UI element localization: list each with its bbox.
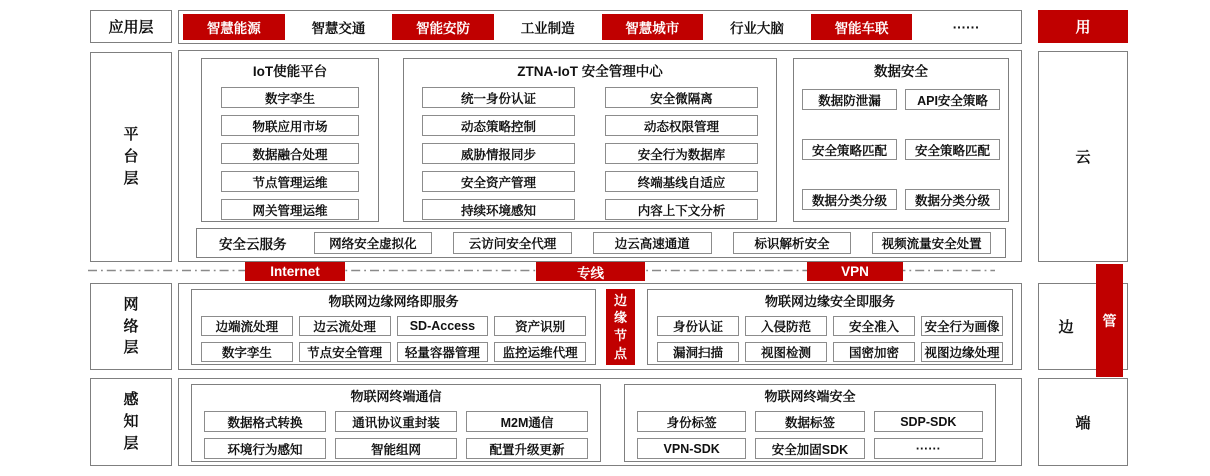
- layer-label-perception: [90, 378, 172, 466]
- edge-network-service-box: [191, 289, 596, 365]
- edge-security-service-box: [647, 289, 1013, 365]
- data-security-items: [794, 89, 1008, 210]
- app-item-smart-city: 智慧城市: [602, 14, 704, 40]
- item-identity-auth: 身份认证: [657, 316, 739, 336]
- app-item-industry-brain: 行业大脑: [729, 21, 784, 36]
- item-digital-twin: 数字孪生: [221, 87, 359, 108]
- layer-label-platform: [90, 52, 172, 262]
- item-terminal-baseline-adaptive: 终端基线自适应: [605, 171, 758, 192]
- item-ellipsis-sdk: ······: [874, 438, 983, 459]
- edge-security-items: [648, 314, 1012, 362]
- item-threat-intel-sync: 威胁情报同步: [422, 143, 575, 164]
- item-sd-access: SD-Access: [397, 316, 489, 336]
- item-continuous-env-awareness: 持续环境感知: [422, 199, 575, 220]
- terminal-security-title: 物联网终端安全: [764, 389, 856, 404]
- item-smart-networking: 智能组网: [335, 438, 457, 459]
- item-asset-identification: 资产识别: [494, 316, 586, 336]
- rail-user-text: 用: [1075, 19, 1091, 36]
- rail-user-badge: [1038, 10, 1128, 43]
- item-edge-cloud-stream-processing: 边云流处理: [299, 316, 391, 336]
- app-item-industrial-manufacturing: 工业制造: [520, 21, 575, 36]
- item-edge-cloud-highspeed-channel: 边云高速通道: [593, 232, 712, 254]
- item-identifier-resolution-security: 标识解析安全: [733, 232, 852, 254]
- item-node-mgmt-ops: 节点管理运维: [221, 171, 359, 192]
- item-security-asset-mgmt: 安全资产管理: [422, 171, 575, 192]
- badge-vpn: VPN: [807, 262, 903, 281]
- application-row: [178, 10, 1022, 44]
- edge-network-service-title: 物联网边缘网络即服务: [328, 294, 459, 309]
- app-item-smart-energy: 智慧能源: [183, 14, 285, 40]
- item-data-tag: 数据标签: [755, 411, 864, 432]
- app-item-smart-security: 智能安防: [392, 14, 494, 40]
- item-sdp-sdk: SDP-SDK: [874, 411, 983, 432]
- iot-enable-platform-box: [201, 58, 379, 222]
- item-content-context-analysis: 内容上下文分析: [605, 199, 758, 220]
- app-item-ellipsis: ······: [952, 19, 980, 35]
- perception-layer-panel: [178, 378, 1022, 466]
- item-data-classification-1: 数据分类分级: [802, 189, 897, 210]
- rail-manage-bar: [1096, 264, 1123, 377]
- item-video-traffic-security: 视频流量安全处置: [872, 232, 991, 254]
- item-unified-identity-auth: 统一身份认证: [422, 87, 575, 108]
- item-api-security-policy: API安全策略: [905, 89, 1000, 110]
- item-cloud-access-security-broker: 云访问安全代理: [453, 232, 572, 254]
- data-security-box: [793, 58, 1009, 222]
- app-item-smart-transport: 智慧交通: [311, 21, 366, 36]
- item-vulnerability-scan: 漏洞扫描: [657, 342, 739, 362]
- item-security-behavior-db: 安全行为数据库: [605, 143, 758, 164]
- item-config-upgrade-update: 配置升级更新: [466, 438, 588, 459]
- item-m2m-communication: M2M通信: [466, 411, 588, 432]
- item-lightweight-container-mgmt: 轻量容器管理: [397, 342, 489, 362]
- item-digital-twin-network: 数字孪生: [201, 342, 293, 362]
- item-network-security-virtualization: 网络安全虚拟化: [314, 232, 433, 254]
- edge-node-badge: [606, 289, 635, 365]
- ztna-title: ZTNA-IoT 安全管理中心: [517, 64, 663, 79]
- item-node-security-mgmt: 节点安全管理: [299, 342, 391, 362]
- item-intrusion-prevention: 入侵防范: [745, 316, 827, 336]
- item-env-behavior-awareness: 环境行为感知: [204, 438, 326, 459]
- item-vpn-sdk: VPN-SDK: [637, 438, 746, 459]
- item-security-admission: 安全准入: [833, 316, 915, 336]
- security-cloud-services-label: 安全云服务: [219, 237, 287, 252]
- layer-label-network-text: 网络层: [123, 295, 139, 357]
- layer-label-perception-text: 感知层: [123, 391, 139, 452]
- network-layer-panel: [178, 283, 1022, 370]
- item-identity-tag: 身份标签: [637, 411, 746, 432]
- security-cloud-services-row: [196, 228, 1006, 258]
- item-security-policy-match-1: 安全策略匹配: [802, 139, 897, 160]
- item-data-leak-prevention: 数据防泄漏: [802, 89, 897, 110]
- terminal-comm-title: 物联网终端通信: [350, 389, 442, 404]
- iot-enable-platform-title: IoT使能平台: [252, 64, 328, 79]
- item-dynamic-policy-control: 动态策略控制: [422, 115, 575, 136]
- item-monitoring-ops-agent: 监控运维代理: [494, 342, 586, 362]
- badge-dedicated-line: 专线: [536, 262, 645, 281]
- edge-network-items: [192, 314, 595, 362]
- item-protocol-reencapsulation: 通讯协议重封装: [335, 411, 457, 432]
- item-security-hardening-sdk: 安全加固SDK: [755, 438, 864, 459]
- layer-label-platform-text: 平台层: [123, 126, 139, 187]
- item-dynamic-permission-mgmt: 动态权限管理: [605, 115, 758, 136]
- rail-terminal-text: 端: [1075, 414, 1091, 432]
- badge-internet: Internet: [245, 262, 345, 281]
- ztna-iot-security-center-box: [403, 58, 777, 222]
- item-data-format-conversion: 数据格式转换: [204, 411, 326, 432]
- edge-node-badge-text: 边缘节点: [613, 292, 627, 361]
- rail-cloud-box: [1038, 51, 1128, 262]
- ztna-items: [404, 85, 776, 220]
- item-iot-app-market: 物联应用市场: [221, 115, 359, 136]
- rail-cloud-text: 云: [1075, 149, 1091, 166]
- data-security-title: 数据安全: [874, 64, 928, 79]
- item-gateway-mgmt-ops: 网关管理运维: [221, 199, 359, 220]
- item-view-edge-processing: 视图边缘处理: [921, 342, 1003, 362]
- terminal-security-items: [625, 409, 995, 459]
- item-sm-encryption: 国密加密: [833, 342, 915, 362]
- app-item-smart-vehicle: 智能车联: [811, 14, 913, 40]
- layer-label-network: [90, 283, 172, 370]
- layer-label-application: [90, 10, 172, 43]
- edge-security-service-title: 物联网边缘安全即服务: [764, 294, 895, 309]
- item-view-detection: 视图检测: [745, 342, 827, 362]
- item-security-behavior-profile: 安全行为画像: [921, 316, 1003, 336]
- layer-label-application-text: 应用层: [108, 19, 154, 36]
- item-data-classification-2: 数据分类分级: [905, 189, 1000, 210]
- item-security-policy-match-2: 安全策略匹配: [905, 139, 1000, 160]
- item-data-fusion: 数据融合处理: [221, 143, 359, 164]
- rail-manage-text: 管: [1102, 312, 1117, 329]
- terminal-comm-items: [192, 409, 600, 459]
- item-edge-stream-processing: 边端流处理: [201, 316, 293, 336]
- platform-layer-panel: [178, 50, 1022, 262]
- iot-enable-platform-items: [202, 87, 378, 220]
- terminal-comm-box: [191, 384, 601, 462]
- rail-edge-text: 边: [1058, 319, 1074, 336]
- item-security-micro-segmentation: 安全微隔离: [605, 87, 758, 108]
- terminal-security-box: [624, 384, 996, 462]
- rail-terminal-box: [1038, 378, 1128, 466]
